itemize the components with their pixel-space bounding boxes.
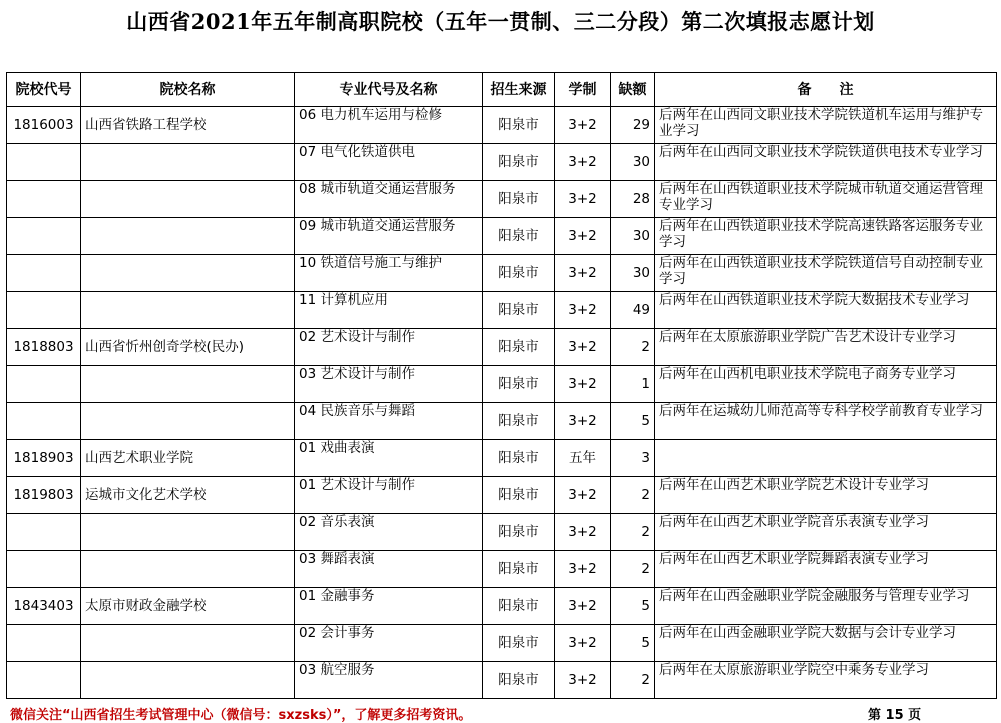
note-cell: 后两年在山西同文职业技术学院铁道机车运用与维护专业学习 xyxy=(655,107,997,144)
table-row xyxy=(7,181,997,218)
source-cell: 阳泉市 xyxy=(483,292,555,329)
system-cell: 3+2 xyxy=(555,514,611,551)
source-cell: 阳泉市 xyxy=(483,514,555,551)
school-name-cell xyxy=(81,292,295,329)
quota-cell: 30 xyxy=(611,218,655,255)
school-code-cell xyxy=(7,551,81,588)
table-row xyxy=(7,329,997,366)
quota-cell: 2 xyxy=(611,551,655,588)
school-name-cell xyxy=(81,255,295,292)
note-cell: 后两年在太原旅游职业学院广告艺术设计专业学习 xyxy=(655,329,997,366)
major-cell: 04 民族音乐与舞蹈 xyxy=(295,403,483,440)
system-cell: 3+2 xyxy=(555,625,611,662)
system-cell: 3+2 xyxy=(555,144,611,181)
table-row xyxy=(7,662,997,699)
table-row xyxy=(7,144,997,181)
school-code-cell xyxy=(7,662,81,699)
note-cell: 后两年在太原旅游职业学院空中乘务专业学习 xyxy=(655,662,997,699)
major-cell: 01 金融事务 xyxy=(295,588,483,625)
school-name-cell: 太原市财政金融学校 xyxy=(81,588,295,625)
school-code-cell: 1816003 xyxy=(7,107,81,144)
table-row xyxy=(7,366,997,403)
wechat-notice: 微信关注“山西省招生考试管理中心（微信号：sxzsks）”，了解更多招考资讯。 xyxy=(10,708,472,723)
school-name-cell xyxy=(81,218,295,255)
note-cell: 后两年在山西金融职业学院金融服务与管理专业学习 xyxy=(655,588,997,625)
enrollment-plan-table xyxy=(6,72,997,699)
table-row xyxy=(7,477,997,514)
source-cell: 阳泉市 xyxy=(483,181,555,218)
quota-cell: 5 xyxy=(611,588,655,625)
note-cell: 后两年在山西铁道职业技术学院城市轨道交通运营管理专业学习 xyxy=(655,181,997,218)
header-system: 学制 xyxy=(555,73,611,107)
header-note: 备 注 xyxy=(655,73,997,107)
system-cell: 3+2 xyxy=(555,218,611,255)
source-cell: 阳泉市 xyxy=(483,403,555,440)
table-row xyxy=(7,588,997,625)
school-code-cell xyxy=(7,292,81,329)
school-code-cell: 1843403 xyxy=(7,588,81,625)
school-name-cell xyxy=(81,514,295,551)
source-cell: 阳泉市 xyxy=(483,107,555,144)
quota-cell: 49 xyxy=(611,292,655,329)
school-name-cell: 山西艺术职业学院 xyxy=(81,440,295,477)
quota-cell: 30 xyxy=(611,144,655,181)
table-row xyxy=(7,551,997,588)
school-name-cell: 山西省铁路工程学校 xyxy=(81,107,295,144)
source-cell: 阳泉市 xyxy=(483,551,555,588)
major-cell: 09 城市轨道交通运营服务 xyxy=(295,218,483,255)
table-row xyxy=(7,255,997,292)
school-name-cell xyxy=(81,551,295,588)
note-cell: 后两年在山西同文职业技术学院铁道供电技术专业学习 xyxy=(655,144,997,181)
source-cell: 阳泉市 xyxy=(483,329,555,366)
table-body xyxy=(7,107,997,699)
note-cell: 后两年在山西机电职业技术学院电子商务专业学习 xyxy=(655,366,997,403)
page-title: 山西省2021年五年制高职院校（五年一贯制、三二分段）第二次填报志愿计划 xyxy=(126,9,875,34)
header-school-name: 院校名称 xyxy=(81,73,295,107)
system-cell: 3+2 xyxy=(555,292,611,329)
school-code-cell: 1818903 xyxy=(7,440,81,477)
note-cell: 后两年在山西艺术职业学院舞蹈表演专业学习 xyxy=(655,551,997,588)
major-cell: 08 城市轨道交通运营服务 xyxy=(295,181,483,218)
major-cell: 03 舞蹈表演 xyxy=(295,551,483,588)
school-name-cell: 运城市文化艺术学校 xyxy=(81,477,295,514)
system-cell: 五年 xyxy=(555,440,611,477)
note-cell: 后两年在山西艺术职业学院音乐表演专业学习 xyxy=(655,514,997,551)
school-code-cell xyxy=(7,366,81,403)
table-row xyxy=(7,440,997,477)
table-row xyxy=(7,403,997,440)
school-code-cell: 1818803 xyxy=(7,329,81,366)
quota-cell: 3 xyxy=(611,440,655,477)
table-row xyxy=(7,292,997,329)
major-cell: 02 音乐表演 xyxy=(295,514,483,551)
note-cell xyxy=(655,440,997,477)
major-cell: 01 戏曲表演 xyxy=(295,440,483,477)
system-cell: 3+2 xyxy=(555,477,611,514)
header-source: 招生来源 xyxy=(483,73,555,107)
school-name-cell xyxy=(81,144,295,181)
source-cell: 阳泉市 xyxy=(483,366,555,403)
source-cell: 阳泉市 xyxy=(483,662,555,699)
quota-cell: 2 xyxy=(611,477,655,514)
system-cell: 3+2 xyxy=(555,588,611,625)
major-cell: 10 铁道信号施工与维护 xyxy=(295,255,483,292)
system-cell: 3+2 xyxy=(555,403,611,440)
source-cell: 阳泉市 xyxy=(483,440,555,477)
system-cell: 3+2 xyxy=(555,255,611,292)
quota-cell: 2 xyxy=(611,514,655,551)
table-row xyxy=(7,218,997,255)
note-cell: 后两年在运城幼儿师范高等专科学校学前教育专业学习 xyxy=(655,403,997,440)
school-name-cell xyxy=(81,181,295,218)
system-cell: 3+2 xyxy=(555,107,611,144)
page-number: 第 15 页 xyxy=(868,708,922,723)
quota-cell: 29 xyxy=(611,107,655,144)
note-cell: 后两年在山西艺术职业学院艺术设计专业学习 xyxy=(655,477,997,514)
school-name-cell xyxy=(81,403,295,440)
major-cell: 06 电力机车运用与检修 xyxy=(295,107,483,144)
major-cell: 01 艺术设计与制作 xyxy=(295,477,483,514)
note-cell: 后两年在山西铁道职业技术学院铁道信号自动控制专业学习 xyxy=(655,255,997,292)
quota-cell: 28 xyxy=(611,181,655,218)
school-name-cell xyxy=(81,662,295,699)
quota-cell: 5 xyxy=(611,403,655,440)
quota-cell: 2 xyxy=(611,329,655,366)
quota-cell: 1 xyxy=(611,366,655,403)
source-cell: 阳泉市 xyxy=(483,588,555,625)
header-quota: 缺额 xyxy=(611,73,655,107)
source-cell: 阳泉市 xyxy=(483,144,555,181)
major-cell: 07 电气化铁道供电 xyxy=(295,144,483,181)
table-row xyxy=(7,625,997,662)
major-cell: 03 航空服务 xyxy=(295,662,483,699)
quota-cell: 5 xyxy=(611,625,655,662)
note-cell: 后两年在山西铁道职业技术学院高速铁路客运服务专业学习 xyxy=(655,218,997,255)
note-cell: 后两年在山西金融职业学院大数据与会计专业学习 xyxy=(655,625,997,662)
school-code-cell xyxy=(7,255,81,292)
quota-cell: 30 xyxy=(611,255,655,292)
system-cell: 3+2 xyxy=(555,366,611,403)
system-cell: 3+2 xyxy=(555,181,611,218)
header-school-code: 院校代号 xyxy=(7,73,81,107)
quota-cell: 2 xyxy=(611,662,655,699)
source-cell: 阳泉市 xyxy=(483,255,555,292)
school-code-cell xyxy=(7,625,81,662)
source-cell: 阳泉市 xyxy=(483,625,555,662)
school-code-cell: 1819803 xyxy=(7,477,81,514)
school-name-cell xyxy=(81,625,295,662)
school-code-cell xyxy=(7,218,81,255)
school-name-cell: 山西省忻州创奇学校(民办) xyxy=(81,329,295,366)
source-cell: 阳泉市 xyxy=(483,477,555,514)
system-cell: 3+2 xyxy=(555,551,611,588)
system-cell: 3+2 xyxy=(555,662,611,699)
table-row xyxy=(7,514,997,551)
school-name-cell xyxy=(81,366,295,403)
table-row xyxy=(7,107,997,144)
major-cell: 02 艺术设计与制作 xyxy=(295,329,483,366)
major-cell: 11 计算机应用 xyxy=(295,292,483,329)
table-header-row xyxy=(7,73,997,107)
source-cell: 阳泉市 xyxy=(483,218,555,255)
major-cell: 03 艺术设计与制作 xyxy=(295,366,483,403)
school-code-cell xyxy=(7,403,81,440)
school-code-cell xyxy=(7,181,81,218)
header-major: 专业代号及名称 xyxy=(295,73,483,107)
note-cell: 后两年在山西铁道职业技术学院大数据技术专业学习 xyxy=(655,292,997,329)
school-code-cell xyxy=(7,514,81,551)
system-cell: 3+2 xyxy=(555,329,611,366)
school-code-cell xyxy=(7,144,81,181)
major-cell: 02 会计事务 xyxy=(295,625,483,662)
